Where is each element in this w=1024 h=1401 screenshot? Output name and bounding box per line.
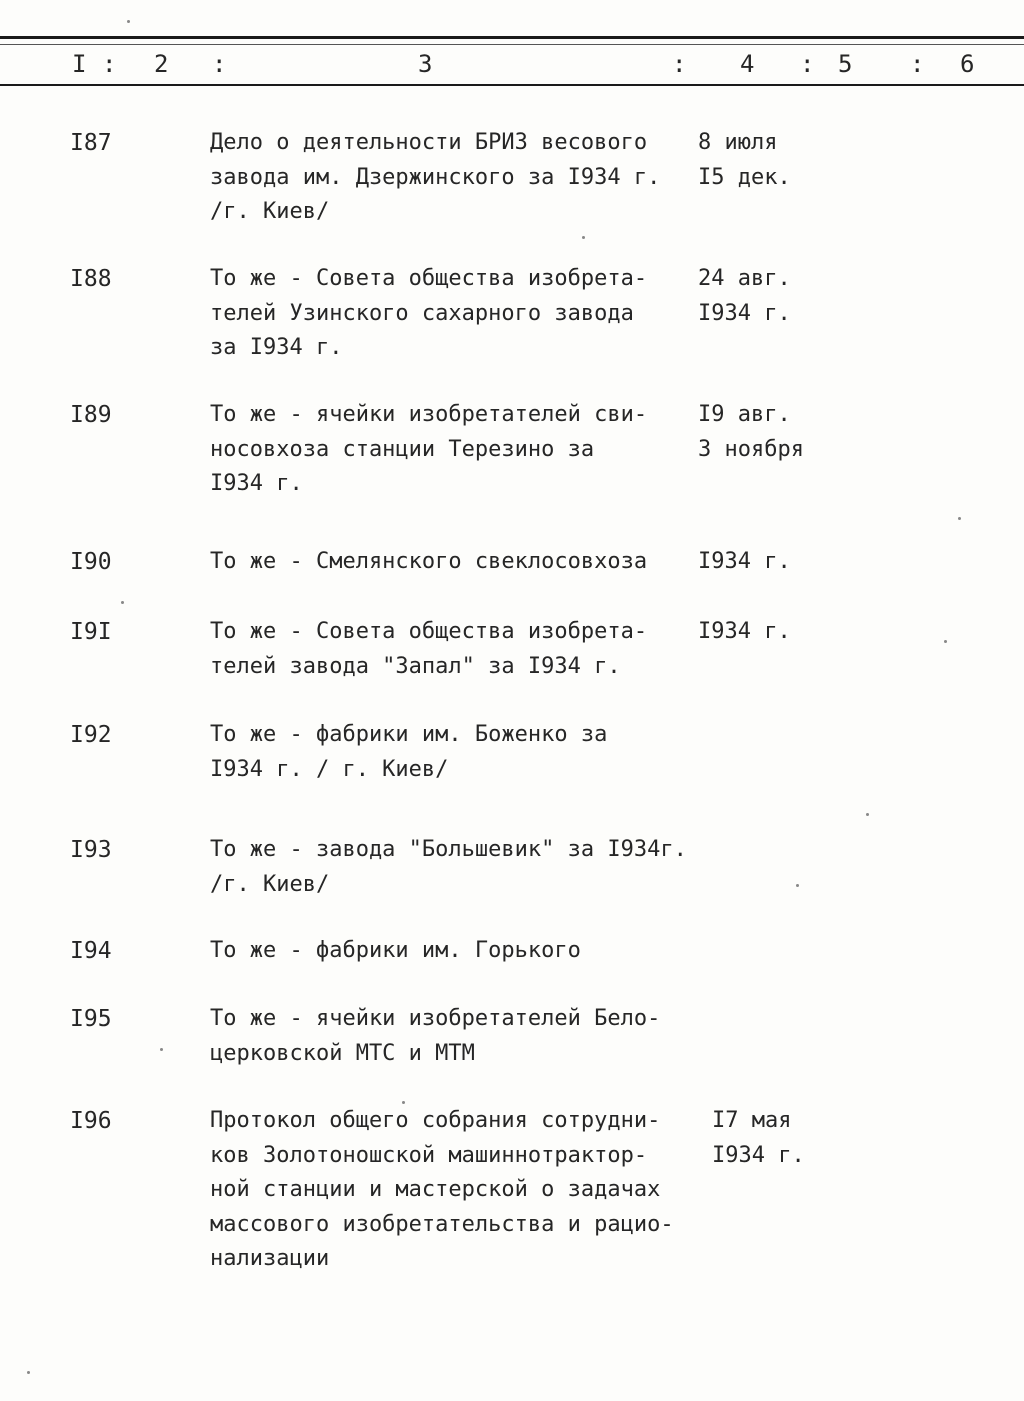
record-number: I89 (70, 402, 112, 428)
record-dates: I934 г. (698, 619, 791, 644)
record-title: То же - Совета общества изобрета- телей Узинского сахарного завода за I934 г. (210, 266, 648, 360)
record-dates: I934 г. (698, 549, 791, 574)
header-top-rule-thin (0, 44, 1024, 45)
record-title: То же - фабрики им. Боженко за I934 г. / г. Киев/ (210, 722, 608, 782)
record-number: I93 (70, 837, 112, 863)
record-title: То же - завода "Большевик" за I934г. /г. Киев/ (210, 837, 687, 897)
col-separator: : (212, 50, 227, 78)
header-bottom-rule (0, 84, 1024, 86)
record-title: Дело о деятельности БРИЗ весового завода им. Дзержинского за I934 г. /г. Киев/ (210, 130, 661, 224)
record-number: I94 (70, 938, 112, 964)
header-top-rule (0, 36, 1024, 39)
record-title: То же - ячейки изобретателей Бело- церковской МТС и МТМ (210, 1006, 661, 1066)
col-1-label: I (72, 50, 87, 78)
col-5-label: 5 (838, 50, 853, 78)
record-dates: I9 авг. 3 ноября (698, 402, 804, 462)
col-separator: : (910, 50, 925, 78)
col-separator: : (800, 50, 815, 78)
record-number: I90 (70, 549, 112, 575)
record-title: То же - Смелянского свеклосовхоза (210, 549, 648, 574)
col-4-label: 4 (740, 50, 755, 78)
record-number: I95 (70, 1006, 112, 1032)
col-6-label: 6 (960, 50, 975, 78)
record-dates: I7 мая I934 г. (712, 1108, 805, 1168)
record-title: То же - фабрики им. Горького (210, 938, 581, 963)
record-number: I9I (70, 619, 112, 645)
record-number: I87 (70, 130, 112, 156)
record-number: I88 (70, 266, 112, 292)
record-number: I96 (70, 1108, 112, 1134)
record-title: То же - Совета общества изобрета- телей завода "Запал" за I934 г. (210, 619, 648, 679)
record-title: Протокол общего собрания сотрудни- ков Золотоношской машиннотрактор- ной станции и мастерской о задачах массового изобретательства и рацио- нализации (210, 1108, 674, 1271)
col-2-label: 2 (154, 50, 169, 78)
record-dates: 8 июля I5 дек. (698, 130, 791, 190)
record-number: I92 (70, 722, 112, 748)
col-3-label: 3 (418, 50, 433, 78)
col-separator: : (672, 50, 687, 78)
col-separator: : (102, 50, 117, 78)
record-dates: 24 авг. I934 г. (698, 266, 791, 326)
record-title: То же - ячейки изобретателей сви- носовхоза станции Терезино за I934 г. (210, 402, 648, 496)
